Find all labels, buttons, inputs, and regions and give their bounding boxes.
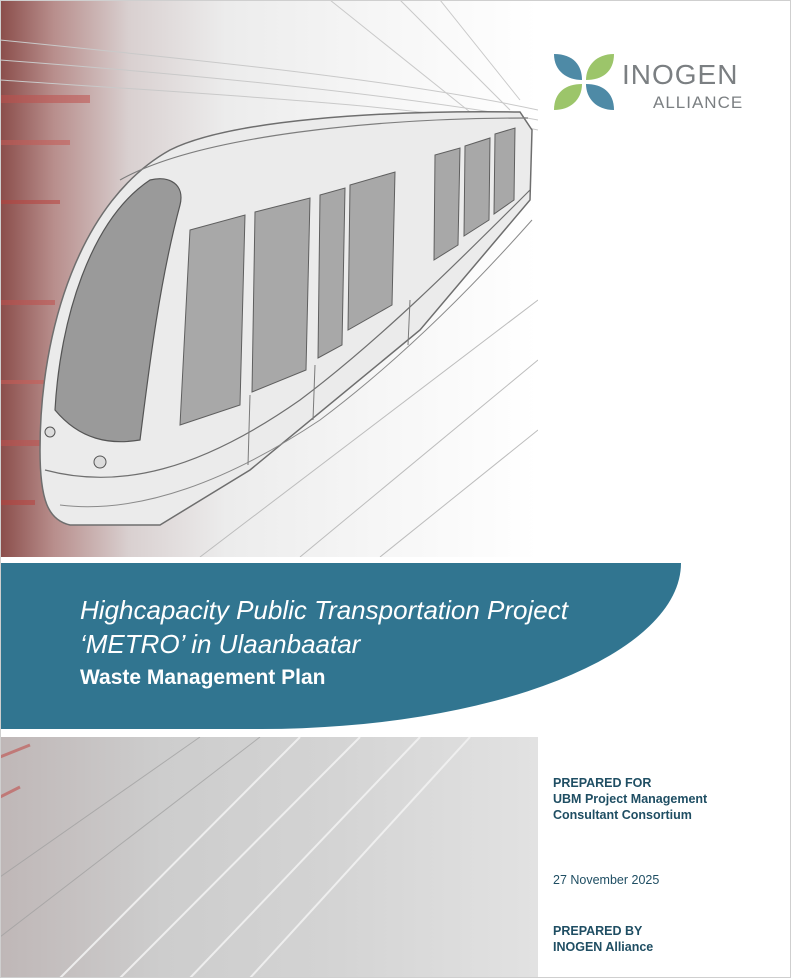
- logo-mark-icon: [552, 50, 616, 114]
- document-title: Highcapacity Public Transportation Project ‘METRO’ in Ulaanbaatar: [80, 595, 568, 659]
- lower-photo-band: [0, 737, 538, 978]
- prepared-by-label: PREPARED BY: [553, 924, 643, 938]
- prepared-for-block: [553, 775, 707, 823]
- prepared-by-name: INOGEN Alliance: [553, 940, 654, 954]
- prepared-for-line1: UBM Project Management: [553, 792, 708, 806]
- prepared-for-line2: Consultant Consortium: [553, 808, 692, 822]
- inogen-logo: [552, 50, 762, 120]
- hero-train-image: [0, 0, 538, 557]
- document-date: 27 November 2025: [553, 873, 660, 887]
- document-subtitle: Waste Management Plan: [80, 666, 326, 689]
- logo-subname: ALLIANCE: [653, 93, 744, 112]
- prepared-by-block: [553, 923, 653, 955]
- logo-name: INOGEN: [622, 59, 739, 90]
- prepared-for-label: PREPARED FOR: [553, 776, 652, 790]
